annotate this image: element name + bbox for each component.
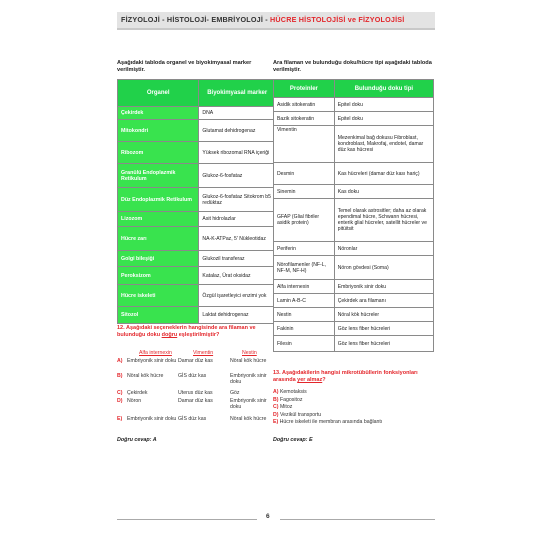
option-c3: Göz: [230, 390, 240, 396]
organel-cell: Golgi bileşiği: [118, 251, 199, 267]
table-row: [274, 256, 434, 280]
table-row: [274, 336, 434, 352]
tissue-cell: Embriyonik sinir doku: [334, 280, 433, 294]
option-letter: A): [273, 389, 279, 395]
option-c1: Çekirdek: [127, 390, 148, 396]
col-vimentin: Vimentin: [193, 350, 214, 356]
col-header-organel: Organel: [118, 80, 199, 107]
marker-cell: Glukoz-6-fosfataz Sitokrom b5 redüktaz: [199, 188, 276, 212]
tissue-cell: Mezenkimal bağ dokusu Fibroblast, kondroblast, Makrofaj, endotel, damar düz kas hücresi: [334, 126, 433, 163]
option-text: Hücre iskeleti ile membran arasında bağlantı: [279, 419, 383, 426]
option-text: Vezikül transportu: [279, 411, 322, 418]
option-c[interactable]: [273, 404, 438, 412]
protein-cell: Alfa internexin: [274, 280, 335, 294]
marker-cell: Katalaz, Ürat oksidaz: [199, 267, 276, 285]
marker-cell: Glukozil transferaz: [199, 251, 276, 267]
protein-cell: Filesin: [274, 336, 335, 352]
table-row: [274, 98, 434, 112]
protein-cell: GFAP (Glial fibriler asidik protein): [274, 199, 335, 242]
protein-cell: Asidik sitokeratin: [274, 98, 335, 112]
option-c2: GİS düz kas: [178, 373, 207, 379]
organel-cell: Granülü Endoplazmik Retikulum: [118, 164, 199, 188]
table-row: [118, 285, 276, 307]
right-intro: Ara filaman ve bulunduğu doku/hücre tipi aşağıdaki tabloda verilmiştir.: [273, 60, 432, 73]
table-row: [118, 227, 276, 251]
table-row: [274, 308, 434, 322]
organel-cell: Lizozom: [118, 212, 199, 227]
option-c1: Embriyonik sinir doku: [127, 358, 177, 364]
marker-cell: Laktat dehidrogenaz: [199, 307, 276, 324]
organel-cell: Sitozol: [118, 307, 199, 324]
tissue-cell: Nöral kök hücreler: [334, 308, 433, 322]
organel-cell: Çekirdek: [118, 107, 199, 120]
option-letter: B): [273, 396, 279, 403]
table-row: [118, 142, 276, 164]
table-header-row: [274, 80, 434, 98]
tissue-cell: Epitel doku: [334, 98, 433, 112]
option-letter: D): [273, 411, 279, 418]
col-header-marker: Biyokimyasal marker: [199, 80, 276, 107]
marker-cell: Glukoz-6-fosfataz: [199, 164, 276, 188]
organel-cell: Hücre iskeleti: [118, 285, 199, 307]
option-letter: E): [273, 419, 279, 426]
organel-cell: Mitokondri: [118, 120, 199, 142]
marker-cell: Yüksek ribozomal RNA içeriği: [199, 142, 276, 164]
marker-cell: Özgül işaretleyici enzimi yok: [199, 285, 276, 307]
organel-cell: Hücre zarı: [118, 227, 199, 251]
table-row: [274, 185, 434, 199]
option-letter: E): [117, 416, 123, 422]
col-nestin: Nestin: [242, 350, 257, 356]
option-letter: C): [273, 404, 279, 411]
option-c2: GİS düz kas: [178, 416, 207, 422]
marker-cell: Asit hidrolazlar: [199, 212, 276, 227]
option-text: Fagositoz: [279, 396, 303, 403]
table-row: [118, 107, 276, 120]
marker-cell: NA-K-ATPaz, 5' Nükleotidaz: [199, 227, 276, 251]
tissue-cell: Kas hücreleri (damar düz kası hariç): [334, 163, 433, 185]
page-number: 6: [266, 513, 270, 520]
table-row: [274, 294, 434, 308]
protein-cell: Lamin A-B-C: [274, 294, 335, 308]
option-b[interactable]: [273, 397, 438, 405]
question-12: [117, 325, 275, 339]
header-topic: HÜCRE HİSTOLOJİSİ ve FİZYOLOJİSİ: [270, 15, 405, 24]
table-row: [274, 242, 434, 256]
option-c2: Damar düz kas: [178, 358, 213, 364]
tissue-cell: Epitel doku: [334, 112, 433, 126]
question-text-end: ?: [322, 377, 326, 383]
protein-cell: Desmin: [274, 163, 335, 185]
table-row: [118, 307, 276, 324]
option-c1: Nöron: [127, 398, 142, 404]
option-c3: Embriyonik sinir doku: [230, 398, 267, 410]
ara-filaman-table: [273, 79, 434, 352]
organel-cell: Düz Endoplazmik Retikulum: [118, 188, 199, 212]
table-row: [274, 126, 434, 163]
option-letter: D): [117, 398, 123, 404]
footer-rule-right: [280, 519, 435, 520]
answer-13: Doğru cevap: E: [273, 437, 313, 443]
header-title: [121, 15, 405, 24]
left-intro: Aşağıdaki tabloda organel ve biyokimyasal marker verilmiştir.: [117, 60, 252, 73]
protein-cell: Nörofilamenler (NF-L, NF-M, NF-H): [274, 256, 335, 280]
option-c1: Embriyonik sinir doku: [127, 416, 177, 422]
marker-cell: Glutamat dehidrogenaz: [199, 120, 276, 142]
footer-rule-left: [117, 519, 257, 520]
option-text: Kemotaksis: [279, 389, 307, 395]
table-row: [274, 199, 434, 242]
tissue-cell: Göz lens fiber hücreleri: [334, 336, 433, 352]
table-row: [118, 188, 276, 212]
option-c3: Embriyonik sinir doku: [230, 373, 267, 385]
col-header-doku-tipi: Bulunduğu doku tipi: [334, 80, 433, 98]
question-13-options: [273, 389, 438, 427]
header-subject: FİZYOLOJİ - HİSTOLOJİ- EMBRİYOLOJİ -: [121, 15, 271, 24]
table-row: [274, 163, 434, 185]
option-c2: Damar düz kas: [178, 398, 213, 404]
tissue-cell: Nöron gövdesi (Soma): [334, 256, 433, 280]
question-emphasis: yer almaz: [297, 377, 323, 383]
table-row: [274, 322, 434, 336]
tissue-cell: Kas doku: [334, 185, 433, 199]
option-c2: Uterus düz kas: [178, 390, 213, 396]
organel-cell: Peroksizom: [118, 267, 199, 285]
question-12-options: [117, 350, 277, 430]
option-e[interactable]: [273, 419, 438, 427]
table-row: [118, 120, 276, 142]
option-c1: Nöral kök hücre: [127, 373, 164, 379]
marker-cell: DNA: [199, 107, 276, 120]
option-text: Mitoz: [279, 404, 293, 411]
option-c3: Nöral kök hücre: [230, 416, 267, 422]
question-text: Aşağıdakilerin hangisi mikrotübüllerin fonksiyonları arasında: [273, 370, 418, 383]
table-row: [118, 267, 276, 285]
protein-cell: Sinemin: [274, 185, 335, 199]
protein-cell: Periferin: [274, 242, 335, 256]
table-row: [274, 112, 434, 126]
protein-cell: Bazik sitokeratin: [274, 112, 335, 126]
col-header-proteinler: Proteinler: [274, 80, 335, 98]
answer-12: Doğru cevap: A: [117, 437, 157, 443]
tissue-cell: Çekirdek ara filamanı: [334, 294, 433, 308]
table-row: [118, 164, 276, 188]
question-text-end: eşleştirilmiştir?: [177, 332, 220, 338]
protein-cell: Nestin: [274, 308, 335, 322]
tissue-cell: Temel olarak astrositler; daha az olarak ependimal hücre, Schwann hücresi, enterik glial hücreler, satellit hücreler ve pitüitsit: [334, 199, 433, 242]
organel-table: [117, 79, 276, 324]
table-row: [118, 251, 276, 267]
option-letter: A): [117, 358, 123, 364]
table-header-row: [118, 80, 276, 107]
protein-cell: Vimentin: [274, 126, 335, 163]
organel-cell: Ribozom: [118, 142, 199, 164]
col-alfa-internexin: Alfa internexin: [139, 350, 172, 356]
option-a[interactable]: [273, 389, 438, 397]
tissue-cell: Nöronlar: [334, 242, 433, 256]
question-number: 13.: [273, 370, 281, 376]
option-letter: B): [117, 373, 123, 379]
question-13: [273, 370, 435, 384]
question-emphasis: doğru: [161, 332, 178, 338]
table-row: [118, 212, 276, 227]
question-text: Aşağıdaki seçeneklerin hangisinde ara filaman ve bulunduğu doku: [117, 325, 256, 338]
option-letter: C): [117, 390, 123, 396]
tissue-cell: Göz lens fiber hücreleri: [334, 322, 433, 336]
option-d[interactable]: [273, 412, 438, 420]
protein-cell: Fakinin: [274, 322, 335, 336]
page-header: [117, 12, 435, 30]
question-number: 12.: [117, 325, 125, 331]
table-row: [274, 280, 434, 294]
option-c3: Nöral kök hücre: [230, 358, 267, 364]
